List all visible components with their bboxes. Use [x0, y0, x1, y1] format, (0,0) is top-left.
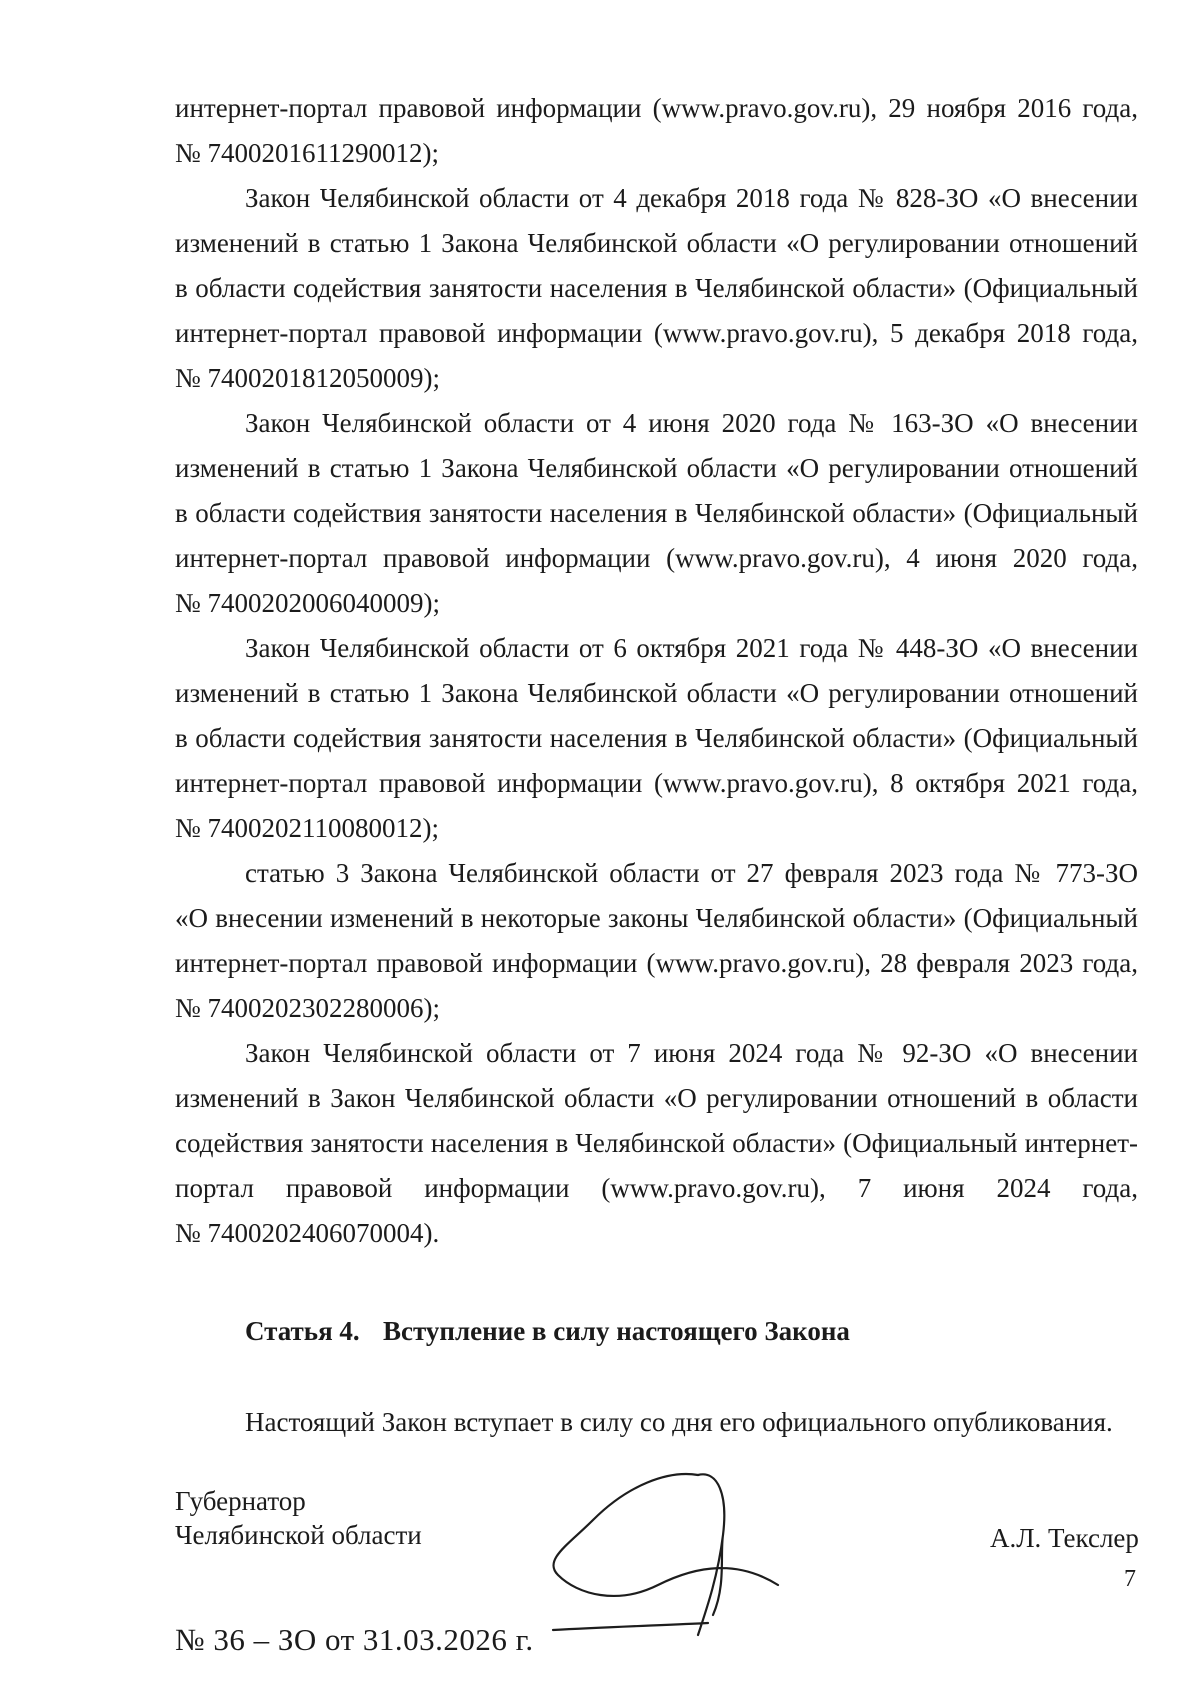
signer-title-line-2: Челябинской области — [175, 1520, 422, 1550]
text-line: интернет-портал правовой информации (www.pravo.gov.ru), 8 октября 2021 года, — [175, 768, 1138, 798]
text-line: № 7400202006040009); — [175, 588, 441, 618]
body-text — [175, 86, 1138, 1256]
text-line: Закон Челябинской области от 7 июня 2024 года № 92-ЗО «О внесении — [245, 1038, 1138, 1068]
closing-statement: Настоящий Закон вступает в силу со дня его официального опубликования. — [245, 1407, 1113, 1437]
text-line: интернет-портал правовой информации (www.pravo.gov.ru), 4 июня 2020 года, — [175, 543, 1138, 573]
text-line: в области содействия занятости населения в Челябинской области» (Официальный — [175, 273, 1138, 303]
text-line: портал правовой информации (www.pravo.gov.ru), 7 июня 2024 года, — [175, 1173, 1138, 1203]
text-line: № 7400202406070004). — [175, 1218, 440, 1248]
text-line: статью 3 Закона Челябинской области от 27 февраля 2023 года № 773-ЗО — [245, 858, 1138, 888]
text-line: № 7400202302280006); — [175, 993, 441, 1023]
text-line: изменений в статью 1 Закона Челябинской области «О регулировании отношений — [175, 678, 1138, 708]
signer-title — [175, 1484, 422, 1552]
text-line: изменений в статью 1 Закона Челябинской области «О регулировании отношений — [175, 453, 1138, 483]
text-line: изменений в Закон Челябинской области «О регулировании отношений в области — [175, 1083, 1138, 1113]
law-number: № 36 – ЗО от 31.03.2026 г. — [175, 1622, 534, 1657]
text-line: «О внесении изменений в некоторые законы Челябинской области» (Официальный — [175, 903, 1138, 933]
article-heading — [245, 1316, 850, 1347]
signer-title-line-1: Губернатор — [175, 1486, 306, 1516]
text-line: № 7400202110080012); — [175, 813, 440, 843]
text-line: № 7400201611290012); — [175, 138, 440, 168]
text-line: содействия занятости населения в Челябинской области» (Официальный интернет- — [175, 1128, 1138, 1158]
text-line: интернет-портал правовой информации (www.pravo.gov.ru), 28 февраля 2023 года, — [175, 948, 1138, 978]
text-line: в области содействия занятости населения в Челябинской области» (Официальный — [175, 498, 1138, 528]
text-line: Закон Челябинской области от 4 июня 2020 года № 163-ЗО «О внесении — [245, 408, 1138, 438]
text-line: в области содействия занятости населения в Челябинской области» (Официальный — [175, 723, 1138, 753]
text-line: интернет-портал правовой информации (www.pravo.gov.ru), 29 ноября 2016 года, — [175, 93, 1138, 123]
signer-name: А.Л. Текслер — [990, 1523, 1139, 1553]
text-line: интернет-портал правовой информации (www.pravo.gov.ru), 5 декабря 2018 года, — [175, 318, 1138, 348]
article-number: Статья 4. — [245, 1316, 360, 1346]
handwritten-signature — [548, 1465, 788, 1645]
article-title: Вступление в силу настоящего Закона — [383, 1316, 850, 1346]
text-line: Закон Челябинской области от 4 декабря 2018 года № 828-ЗО «О внесении — [245, 183, 1138, 213]
text-line: изменений в статью 1 Закона Челябинской области «О регулировании отношений — [175, 228, 1138, 258]
text-line: № 7400201812050009); — [175, 363, 441, 393]
page-number: 7 — [1124, 1566, 1136, 1592]
text-line: Закон Челябинской области от 6 октября 2021 года № 448-ЗО «О внесении — [245, 633, 1138, 663]
